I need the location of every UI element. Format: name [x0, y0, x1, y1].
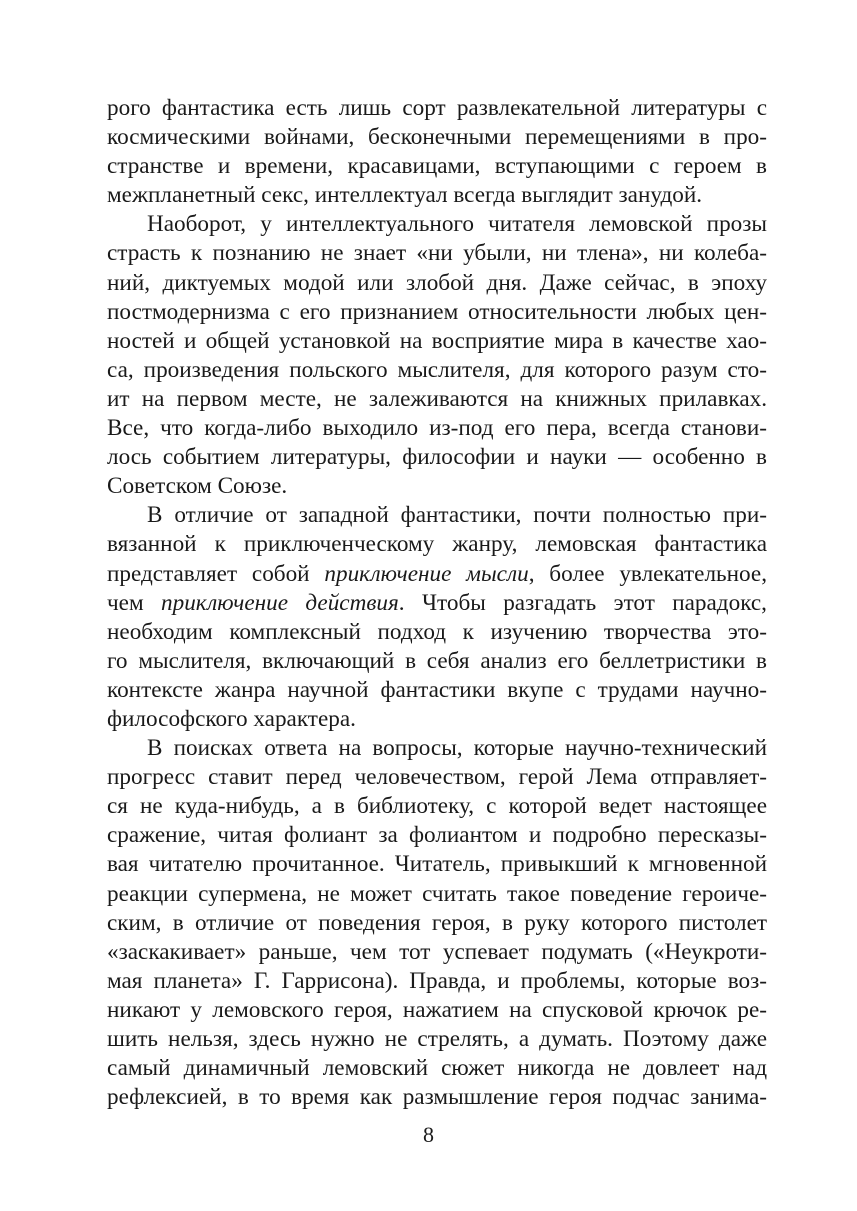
- text-line: Советском Союзе.: [107, 473, 288, 500]
- text-line: вая читателю прочитанное. Читатель, привыкший к мгновенной: [107, 851, 767, 878]
- text-line: рого фантастика есть лишь сорт развлекательной литературы с: [107, 95, 767, 121]
- text-line: Все, что когда-либо выходило из-под его пера, всегда станови-: [107, 415, 767, 442]
- paragraph-1: [107, 94, 767, 210]
- paragraph-2: [107, 210, 767, 501]
- text-line: философского характера.: [107, 705, 356, 732]
- text-line: лось событием литературы, философии и науки — особенно в: [107, 444, 767, 471]
- text-line: Наоборот, у интеллектуального читателя лемовской прозы: [147, 211, 767, 238]
- emphasis-text: приключение мысли: [324, 560, 529, 587]
- text-line: В поисках ответа на вопросы, которые научно-технический: [147, 735, 767, 762]
- text-line: реакции супермена, не может считать такое поведение героиче-: [107, 880, 767, 907]
- text-line: космическими войнами, бесконечными перемещениями в про-: [107, 124, 767, 151]
- page-number: 8: [423, 1122, 434, 1147]
- text-fragment: представляет собой: [107, 560, 325, 587]
- text-line: рефлексией, в то время как размышление героя подчас занима-: [107, 1084, 767, 1111]
- text-line: мая планета» Г. Гаррисона). Правда, и проблемы, которые воз-: [107, 967, 767, 994]
- text-line: [107, 560, 767, 589]
- text-line: ским, в отличие от поведения героя, в руку которого пистолет: [107, 909, 767, 936]
- text-line: постмодернизма с его признанием относительности любых цен-: [107, 298, 767, 325]
- text-line: [107, 589, 767, 618]
- text-line: прогресс ставит перед человечеством, герой Лема отправляет-: [107, 764, 767, 791]
- text-line: страсть к познанию не знает «ни убыли, ни тлена», ни колеба-: [107, 240, 767, 267]
- text-line: межпланетный секс, интеллектуал всегда выглядит занудой.: [107, 182, 703, 209]
- text-line: необходим комплексный подход к изучению творчества это-: [107, 618, 767, 645]
- text-line: са, произведения польского мыслителя, для которого разум сто-: [107, 356, 767, 383]
- text-fragment: , более увлекательное,: [528, 560, 767, 587]
- text-line: странстве и времени, красавицами, вступающими с героем в: [107, 153, 767, 180]
- text-line: ит на первом месте, не залеживаются на книжных прилавках.: [107, 385, 767, 412]
- text-fragment: . Чтобы разгадать этот парадокс,: [398, 589, 767, 616]
- text-line: самый динамичный лемовский сюжет никогда не довлеет над: [107, 1055, 767, 1082]
- body-text: [107, 94, 767, 1112]
- text-line: никают у лемовского героя, нажатием на спусковой крючок ре-: [107, 996, 767, 1023]
- text-fragment: чем: [107, 589, 162, 616]
- emphasis-text: приключение действия: [161, 589, 399, 616]
- text-line: шить нельзя, здесь нужно не стрелять, а думать. Поэтому даже: [107, 1026, 767, 1052]
- paragraph-3: [107, 501, 767, 734]
- text-line: сражение, читая фолиант за фолиантом и подробно пересказы-: [107, 822, 767, 849]
- text-line: вязанной к приключенческому жанру, лемовская фантастика: [107, 531, 767, 558]
- paragraph-4: [107, 734, 767, 1112]
- text-line: го мыслителя, включающий в себя анализ его беллетристики в: [107, 647, 767, 674]
- text-line: контексте жанра научной фантастики вкупе с трудами научно-: [107, 676, 767, 703]
- text-line: ний, диктуемых модой или злобой дня. Даже сейчас, в эпоху: [107, 269, 767, 296]
- text-line: В отличие от западной фантастики, почти полностью при-: [147, 502, 767, 529]
- text-line: ностей и общей установкой на восприятие мира в качестве хао-: [107, 327, 767, 354]
- text-line: «заскакивает» раньше, чем тот успевает подумать («Неукроти-: [107, 938, 767, 965]
- text-line: ся не куда-нибудь, а в библиотеку, с которой ведет настоящее: [107, 793, 767, 820]
